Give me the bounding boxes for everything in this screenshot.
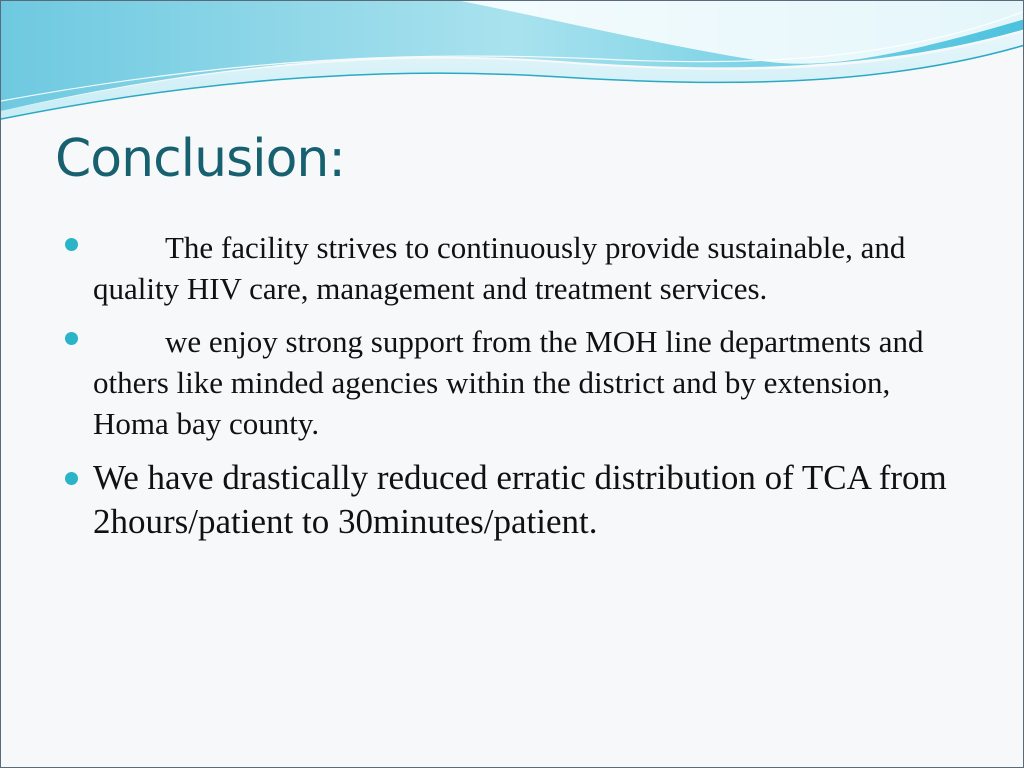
bullet-item bbox=[1, 227, 961, 309]
bullet-item bbox=[1, 456, 961, 544]
header-wave-decoration bbox=[1, 1, 1024, 131]
bullet-list bbox=[1, 227, 961, 544]
bullet-dot-icon bbox=[65, 332, 78, 345]
bullet-dot-icon bbox=[65, 238, 78, 251]
bullet-dot-icon bbox=[65, 472, 78, 485]
bullet-item bbox=[1, 321, 961, 444]
bullet-text: We have drastically reduced erratic distribution of TCA from 2hours/patient to 30minutes/patient. bbox=[93, 458, 947, 541]
bullet-text: The facility strives to continuously provide sustainable, and quality HIV care, management and treatment services. bbox=[93, 230, 906, 306]
bullet-text: we enjoy strong support from the MOH line departments and others like minded agencies within the district and by extension, Homa bay county. bbox=[93, 324, 924, 441]
slide-title: Conclusion: bbox=[55, 129, 345, 189]
